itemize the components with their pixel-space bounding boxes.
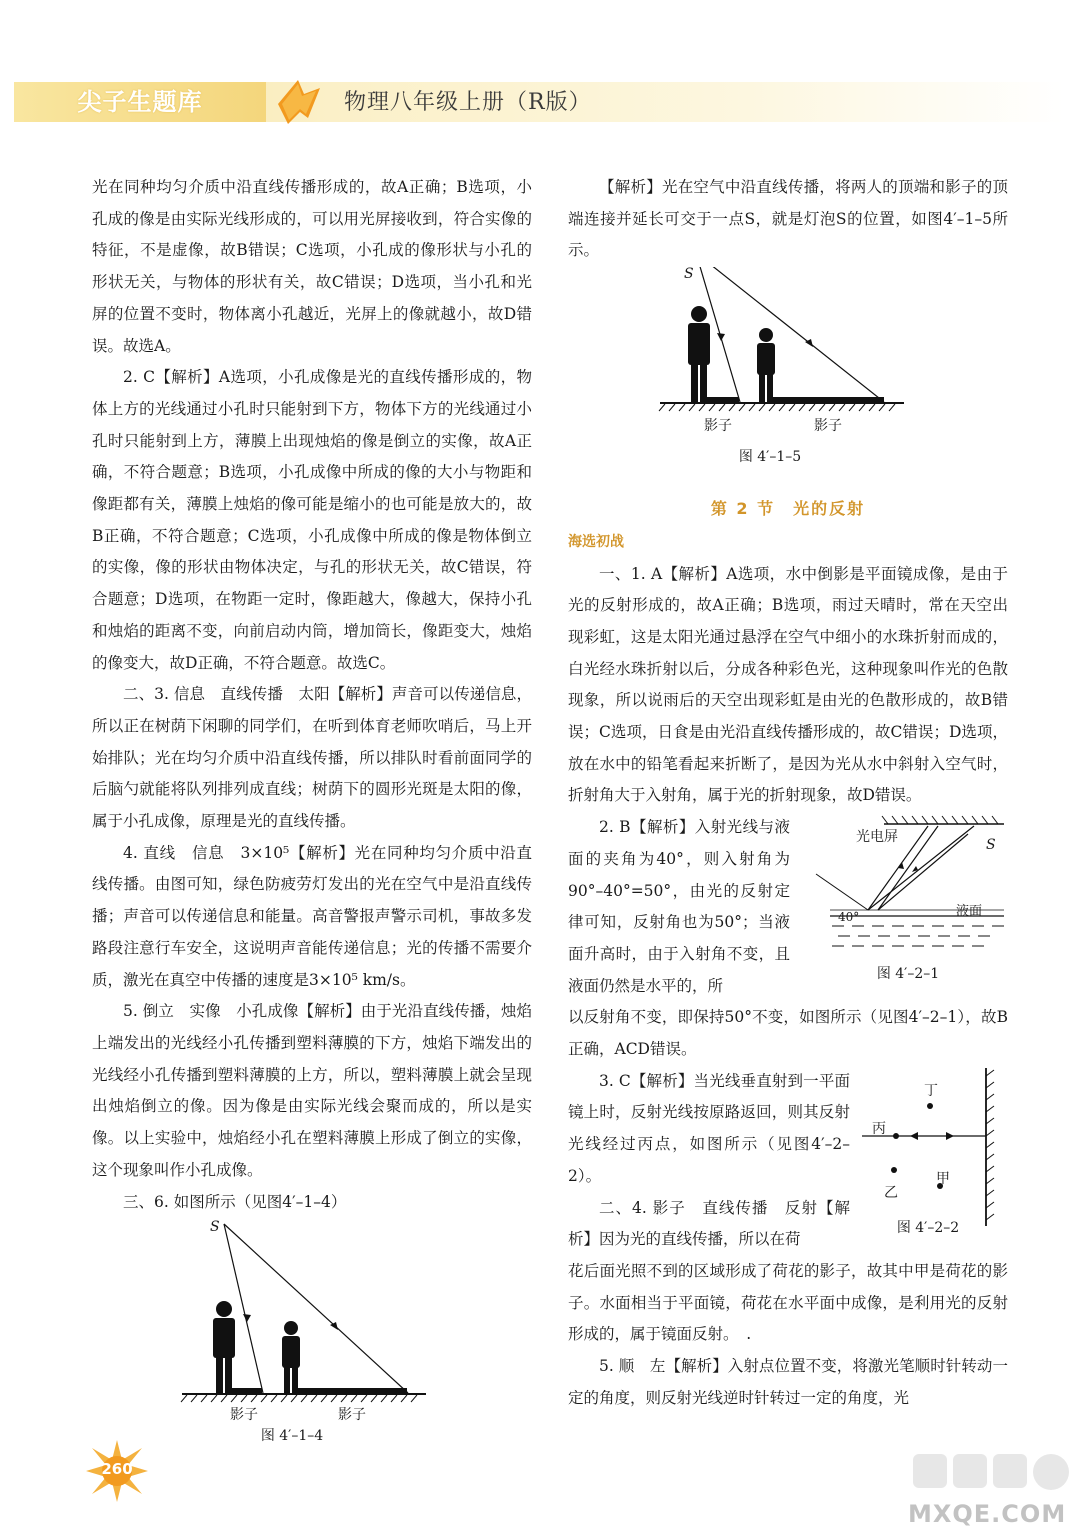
figure-caption: 图 4′–1–5 (738, 449, 802, 466)
point-jia-label: 甲 (936, 1170, 950, 1187)
left-column (92, 172, 532, 1448)
figure-4-2-2 (858, 1066, 1008, 1256)
light-source-label: S (684, 266, 694, 283)
person-tall-icon (688, 306, 710, 403)
watermark-text: MXQE.COM (908, 1500, 1067, 1528)
answer-paragraph: 一、1. A【解析】A选项，水中倒影是平面镜成像，是由于光的反射形成的，故A正确；B选项，雨过天晴时，常在天空出现彩虹，这是太阳光通过悬浮在空气中细小的水珠折射而成的，白光经水珠折射以后，分成各种彩色光，这种现象叫作光的色散现象，所以说雨后的天空出现彩虹是由光的色散形成的，故B错误；C选项，日食是由光沿直线传播形成的，故C错误；D选项，放在水中的铅笔看起来折断了，是因为光从水中斜射入空气时，折射角大于入射角，属于光的折射现象，故D错误。 (568, 564, 1008, 805)
person-tall-icon (213, 1301, 235, 1394)
light-source-label: S (210, 1219, 220, 1236)
shadow-label: 影子 (704, 418, 732, 435)
figure-caption: 图 4′–1–4 (260, 1428, 324, 1445)
surface-label: 液面 (956, 904, 983, 920)
person-short-icon (757, 328, 775, 403)
figure-4-2-1 (808, 812, 1008, 1002)
figure-caption: 图 4′–2–2 (896, 1219, 960, 1236)
answer-paragraph: 三、6. 如图所示（见图4′–1–4） (123, 1192, 347, 1211)
q2-row (568, 812, 1008, 1002)
q3-row (568, 1066, 1008, 1256)
answer-paragraph: 二、3. 信息 直线传播 太阳【解析】声音可以传递信息，所以正在树荫下闲聊的同学们，在听到体育老师吹哨后，马上开始排队；光在均匀介质中沿直线传播，所以排队时看前面同学的后脑勺就能将队列排列成直线；树荫下的圆形光斑是太阳的像，属于小孔成像，原理是光的直线传播。 (92, 685, 532, 831)
answer-paragraph: 2. B【解析】入射光线与液面的夹角为40°，则入射角为90°–40°=50°，由光的反射定律可知，反射角也为50°；当液面升高时，由于入射角不变，且液面仍然是水平的，所 (568, 818, 790, 995)
answer-paragraph: 二、4. 影子 直线传播 反射【解析】因为光的直线传播，所以在荷 (568, 1198, 850, 1249)
shadow-diagram (92, 1218, 532, 1423)
answer-paragraph: 5. 顺 左【解析】入射点位置不变，将激光笔顺时针转动一定的角度，则反射光线逆时针转过一定的角度，光 (568, 1357, 1008, 1407)
screen-label: 光电屏 (856, 829, 898, 846)
figure-4-1-4 (92, 1218, 532, 1448)
right-column (568, 172, 1008, 1415)
answer-paragraph: 2. C【解析】A选项，小孔成像是光的直线传播形成的，物体上方的光线通过小孔时只能射到下方，物体下方的光线通过小孔时只能射到上方，薄膜上出现烛焰的像是倒立的实像，故A正确，不符合题意；B选项，小孔成像中所成的像的大小与物距和像距都有关，薄膜上烛焰的像可能是缩小的也可能是放大的，故B正确，不符合题意；C选项，小孔成像中所成的像是物体倒立的实像，像的形状由物体决定，与孔的形状无关，故C错误，符合题意；D选项，在物距一定时，像距越大，像越大，保持小孔和烛焰的距离不变，向前启动内筒，增加筒长，像距变大，烛焰的像变大，故D正确，不符合题意。故选C。 (92, 368, 532, 672)
figure-4-1-5 (568, 267, 1008, 489)
arrow-logo-icon (272, 74, 328, 130)
figure-caption: 图 4′–2–1 (876, 966, 940, 983)
answer-paragraph: 光在同种均匀介质中沿直线传播形成的，故A正确；B选项，小孔成的像是由实际光线形成的，可以用光屏接收到，符合实像的特征，不是虚像，故B错误；C选项，小孔成的像形状与小孔的形状无关，与物体的形状有关，故C错误；D选项，当小孔和光屏的位置不变时，物体离小孔越近，光屏上的像就越小，故D错误。故选A。 (92, 178, 532, 355)
brand-logo: 尖子生题库 (14, 82, 266, 122)
section-title: 第 2 节 光的反射 (710, 499, 866, 519)
shadow-label: 影子 (230, 1407, 258, 1424)
answer-paragraph: 花后面光照不到的区域形成了荷花的影子，故其中甲是荷花的影子。水面相当于平面镜，荷花在水平面中成像，是利用光的反射形成的，属于镜面反射。 . (568, 1261, 1008, 1344)
subsection-heading: 海选初战 (568, 533, 624, 550)
answer-paragraph: 以反射角不变，即保持50°不变，如图所示（见图4′–2–1），故B正确，ACD错误。 (568, 1008, 1008, 1059)
point-bing-label: 丙 (872, 1120, 886, 1137)
point-yi-label: 乙 (884, 1184, 898, 1201)
book-title: 物理八年级上册（R版） (344, 90, 592, 115)
shadow-label: 影子 (814, 418, 842, 435)
shadow-label: 影子 (338, 1407, 366, 1424)
shadow-diagram (568, 267, 1008, 467)
answer-paragraph: 【解析】光在空气中沿直线传播，将两人的顶端和影子的顶端连接并延长可交于一点S，就是灯泡S的位置，如图4′–1–5所示。 (568, 178, 1008, 260)
point-ding-label: 丁 (924, 1082, 938, 1099)
answer-paragraph: 3. C【解析】当光线垂直射到一平面镜上时，反射光线按原路返回，则其反射光线经过丙点，如图所示（见图4′–2–2）。 (568, 1071, 850, 1185)
person-short-icon (282, 1321, 300, 1394)
page-number: 260 (101, 1460, 133, 1478)
angle-label: 40° (838, 910, 860, 925)
answer-paragraph: 4. 直线 信息 3×10⁵【解析】光在同种均匀介质中沿直线传播。由图可知，绿色防疲劳灯发出的光在空气中是沿直线传播；声音可以传递信息和能量。高音警报声警示司机，事故多发路段注意行车安全，这说明声音能传递信息；光的传播不需要介质，激光在真空中传播的速度是3×10⁵ km/s。 (92, 843, 532, 989)
answer-paragraph: 5. 倒立 实像 小孔成像【解析】由于光沿直线传播，烛焰上端发出的光线经小孔传播到塑料薄膜的下方，烛焰下端发出的光线经小孔传播到塑料薄膜的上方，所以，塑料薄膜上就会呈现出烛焰倒立的像。因为像是由实际光线会聚而成的，所以是实像。以上实验中，烛焰经小孔在塑料薄膜上形成了倒立的实像，这个现象叫作小孔成像。 (92, 1002, 532, 1179)
source-label: S (986, 837, 996, 854)
